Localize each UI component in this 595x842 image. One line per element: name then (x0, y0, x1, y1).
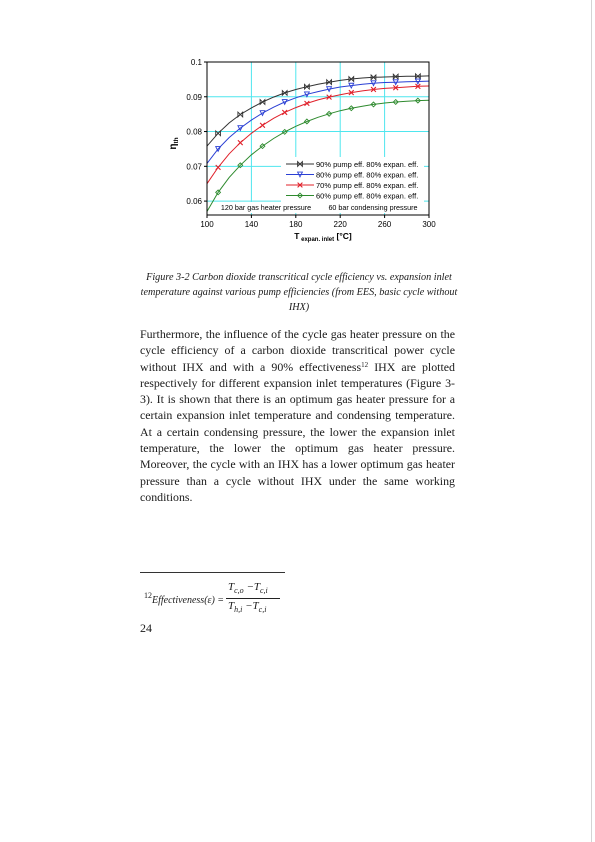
footnote-numerator: $T_{c,o} -T_{c,i}$ (228, 581, 268, 595)
annotation-2: 60 bar condensing pressure (328, 203, 418, 212)
footnote-denominator: $T_{h,i} -T_{c,i}$ (228, 600, 267, 614)
footnote-ref[interactable]: 12 (361, 360, 369, 369)
x-tick-label: 100 (200, 220, 214, 229)
legend-label-4: 60% pump eff. 80% expan. eff. (316, 191, 419, 201)
series-3-marker (216, 165, 221, 170)
page-number: 24 (140, 621, 152, 635)
x-tick-label: 180 (289, 220, 303, 229)
series-3-marker (260, 123, 265, 128)
series-1-marker (260, 100, 265, 105)
y-axis-label: $\eta_{th}$ (168, 137, 180, 150)
y-tick-label: 0.09 (186, 92, 202, 102)
footnote-number: 12 (144, 591, 152, 600)
series-1-marker (238, 112, 243, 117)
annotation-1: 120 bar gas heater pressure (220, 203, 312, 212)
series-3-marker (282, 110, 287, 115)
efficiency-chart (150, 44, 450, 260)
footnote-equation-lhs: Effectiveness(ε) = (152, 595, 225, 606)
page-edge-line (591, 0, 592, 842)
series-line-2 (207, 81, 429, 163)
series-3-marker (238, 140, 243, 145)
body-text-part1: Furthermore, the influence of the cycle gas heater pressure on the cycle efficiency of a carbon dioxide transcritical power cycle without IHX and with a 90% effectiveness (140, 327, 455, 374)
x-tick-label: 260 (377, 220, 392, 229)
body-text-part2: IHX are plotted respectively for different expansion inlet temperatures (Figure 3-3). It is shown that there is an optimum gas heater pressure for a certain expansion inlet temperature and condensing temperature. At a certain condensing pressure, the lower the expansion inlet temperature, the lower the optimum gas heater pressure. Moreover, the cycle with an IHX has a lower optimum gas heater pressure than a cycle without IHX under the same working conditions. (140, 359, 456, 504)
legend-label-1: 90% pump eff. 80% expan. eff. (316, 160, 419, 169)
figure-caption: Figure 3-2 Carbon dioxide transcritical cycle efficiency vs. expansion inlet temperature against various pump efficiencies (from EES, basic cycle without IHX) (140, 272, 458, 314)
x-axis-label: T $_{expan. inlet}$ [°C] (294, 231, 352, 243)
legend-label-3: 70% pump eff. 80% expan. eff. (316, 181, 419, 190)
legend-label-2: 80% pump eff. 80% expan. eff. (316, 170, 419, 180)
x-tick-label: 300 (422, 220, 436, 229)
fraction-bar (226, 598, 280, 599)
x-tick-label: 140 (244, 220, 259, 229)
series-1-marker (282, 91, 287, 96)
y-tick-label: 0.1 (190, 58, 202, 67)
footnote (140, 579, 440, 623)
x-tick-label: 220 (333, 220, 347, 229)
y-tick-label: 0.07 (186, 162, 202, 172)
series-line-1 (207, 76, 429, 146)
body-paragraph (140, 326, 455, 505)
y-tick-label: 0.08 (186, 127, 202, 137)
footnote-rule (140, 572, 285, 573)
y-tick-label: 0.06 (186, 197, 202, 207)
